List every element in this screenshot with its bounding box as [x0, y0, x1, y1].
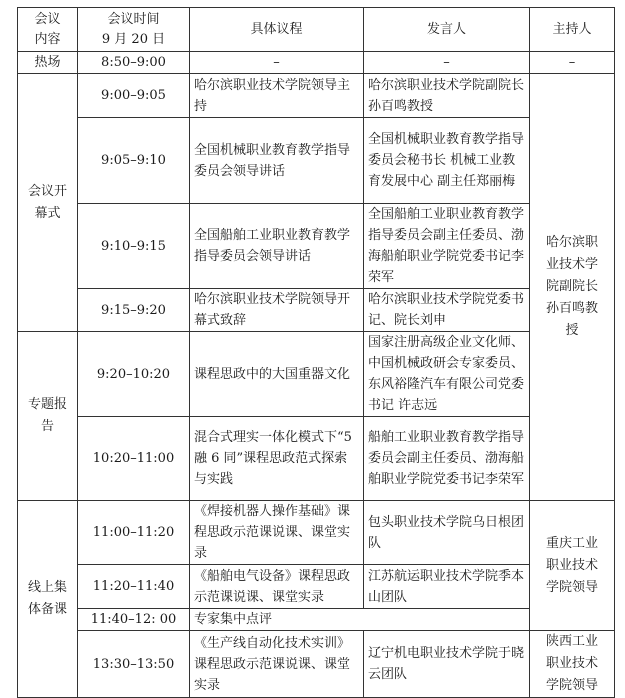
speaker-cell: 船舶工业职业教育教学指导委员会副主任委员、渤海船舶职业学院党委书记李荣军 — [364, 417, 530, 501]
session-warmup: 热场 — [18, 52, 78, 74]
time-cell: 11:00–11:20 — [78, 501, 190, 565]
speaker-cell: 全国船舶工业职业教育教学指导委员会副主任委员、渤海船舶职业学院党委书记李荣军 — [364, 204, 530, 289]
header-row — [18, 8, 615, 52]
warmup-row — [18, 52, 615, 74]
host-cell-a: 重庆工业职业技术学院领导 — [530, 501, 615, 631]
agenda-cell: 课程思政中的大国重器文化 — [190, 332, 364, 417]
table-row — [18, 74, 615, 118]
speaker-cell: 辽宁机电职业技术学院于晓云团队 — [364, 631, 530, 698]
agenda-cell: 专家集中点评 — [190, 609, 530, 631]
speaker-cell: 国家注册高级企业文化师、中国机械政研会专家委员、东风裕隆汽车有限公司党委书记 许志远 — [364, 332, 530, 417]
agenda-cell: – — [190, 52, 364, 74]
table-row — [18, 609, 615, 631]
header-agenda: 具体议程 — [190, 8, 364, 52]
time-cell: 9:20–10:20 — [78, 332, 190, 417]
header-host: 主持人 — [530, 8, 615, 52]
table-row — [18, 204, 615, 289]
time-cell: 9:15–9:20 — [78, 289, 190, 332]
host-cell: – — [530, 52, 615, 74]
time-cell: 10:20–11:00 — [78, 417, 190, 501]
table-row — [18, 565, 615, 609]
agenda-cell: 哈尔滨职业技术学院领导主持 — [190, 74, 364, 118]
time-cell: 9:00–9:05 — [78, 74, 190, 118]
header-speaker: 发言人 — [364, 8, 530, 52]
speaker-cell: 哈尔滨职业技术学院副院长孙百鸣教授 — [364, 74, 530, 118]
table-row — [18, 631, 615, 698]
speaker-cell: 包头职业技术学院乌日根团队 — [364, 501, 530, 565]
speaker-cell: – — [364, 52, 530, 74]
agenda-cell: 全国船舶工业职业教育教学指导委员会领导讲话 — [190, 204, 364, 289]
session-reports: 专题报 告 — [18, 332, 78, 501]
speaker-cell: 江苏航运职业技术学院季本山团队 — [364, 565, 530, 609]
agenda-table — [17, 7, 615, 698]
agenda-cell: 《焊接机器人操作基础》课程思政示范课说课、课堂实录 — [190, 501, 364, 565]
time-cell: 13:30–13:50 — [78, 631, 190, 698]
time-cell: 11:40–12: 00 — [78, 609, 190, 631]
table-row — [18, 289, 615, 332]
host-cell-upper: 哈尔滨职业技术学院副院长孙百鸣教授 — [530, 74, 615, 501]
host-cell-b: 陕西工业职业技术学院领导 — [530, 631, 615, 698]
agenda-cell: 《生产线自动化技术实训》课程思政示范课说课、课堂实录 — [190, 631, 364, 698]
speaker-cell: 哈尔滨职业技术学院党委书记、院长刘申 — [364, 289, 530, 332]
session-opening: 会议开 幕式 — [18, 74, 78, 332]
session-online: 线上集 体备课 — [18, 501, 78, 698]
time-cell: 9:05–9:10 — [78, 118, 190, 204]
table-row — [18, 118, 615, 204]
header-time: 会议时间 9 月 20 日 — [78, 8, 190, 52]
table-row — [18, 417, 615, 501]
agenda-cell: 混合式理实一体化模式下“5 融 6 同”课程思政范式探索与实践 — [190, 417, 364, 501]
agenda-cell: 《船舶电气设备》课程思政示范课说课、课堂实录 — [190, 565, 364, 609]
agenda-cell: 全国机械职业教育教学指导委员会领导讲话 — [190, 118, 364, 204]
table-row — [18, 501, 615, 565]
table-row — [18, 332, 615, 417]
time-cell: 9:10–9:15 — [78, 204, 190, 289]
time-cell: 11:20–11:40 — [78, 565, 190, 609]
agenda-cell: 哈尔滨职业技术学院领导开幕式致辞 — [190, 289, 364, 332]
time-cell: 8:50–9:00 — [78, 52, 190, 74]
speaker-cell: 全国机械职业教育教学指导委员会秘书长 机械工业教育发展中心 副主任郑丽梅 — [364, 118, 530, 204]
header-content: 会议 内容 — [18, 8, 78, 52]
